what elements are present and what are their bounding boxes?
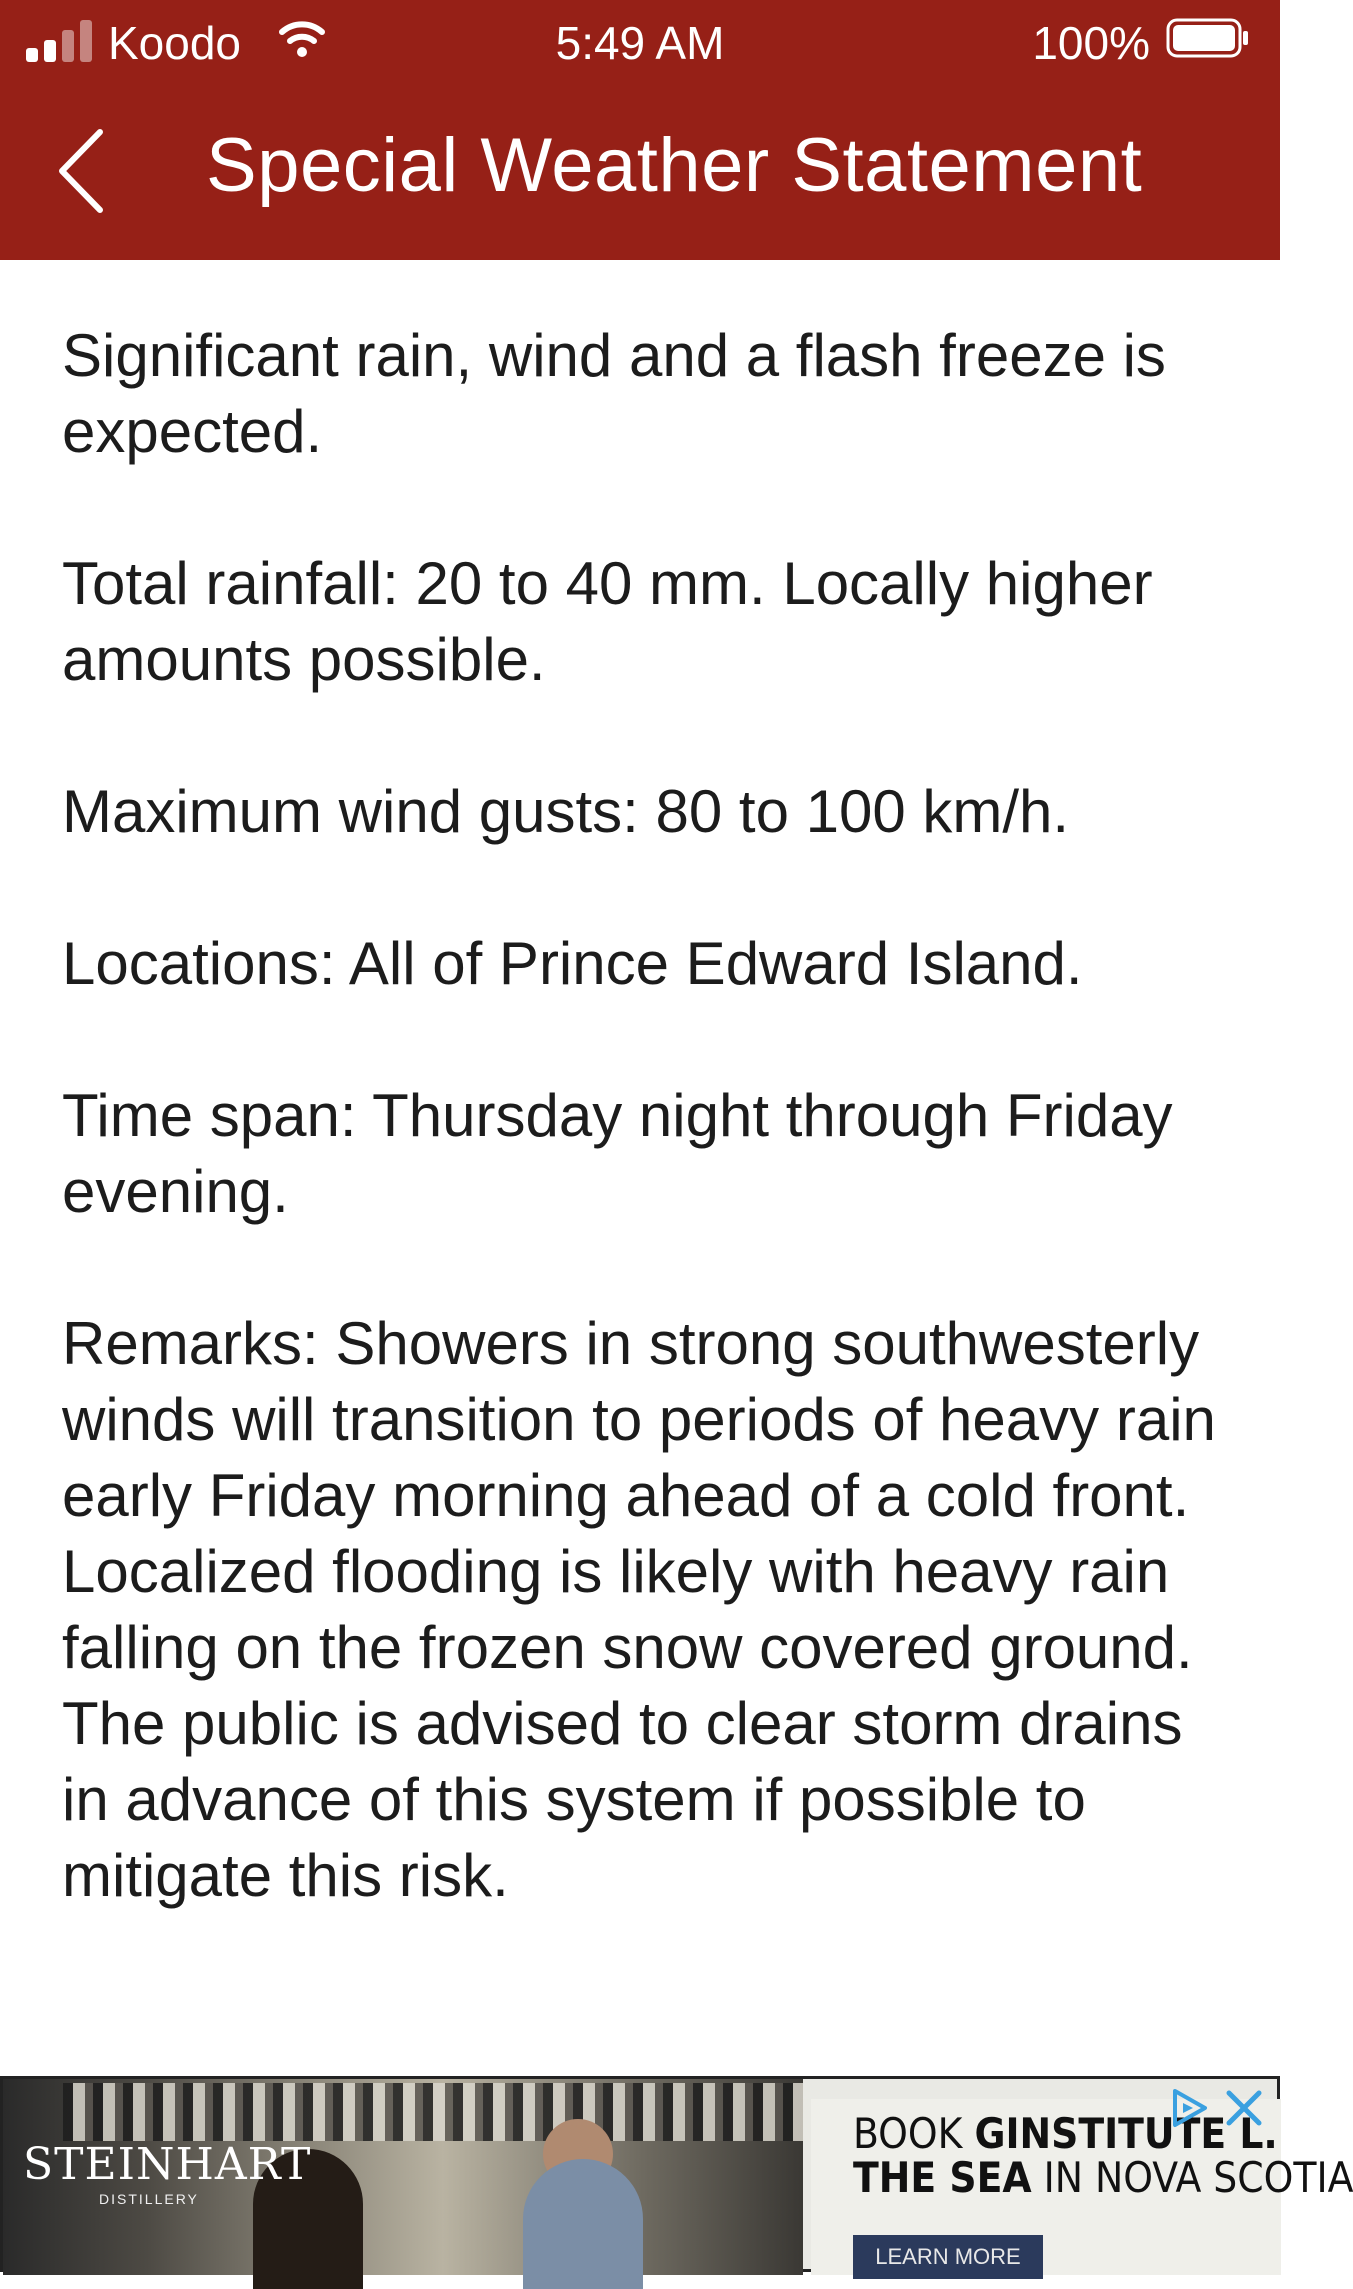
statement-locations: Locations: All of Prince Edward Island. xyxy=(62,930,1083,997)
statement-summary: Significant rain, wind and a flash freeze is expected. xyxy=(62,322,1166,465)
close-icon[interactable] xyxy=(1221,2085,1267,2131)
carrier-name: Koodo xyxy=(108,17,242,69)
status-bar xyxy=(0,0,1280,84)
ad-brand-name: STEINHART xyxy=(23,2139,312,2190)
banner-ad[interactable] xyxy=(0,2076,1353,2272)
battery-percent: 100% xyxy=(1032,17,1150,69)
ad-brand-subtitle: DISTILLERY xyxy=(99,2191,199,2207)
adchoices-icon[interactable] xyxy=(1165,2085,1211,2131)
app-header xyxy=(0,0,1280,260)
ad-person xyxy=(523,2159,643,2289)
statement-time-span: Time span: Thursday night through Friday evening. xyxy=(62,1082,1173,1225)
battery-icon xyxy=(1166,18,1250,58)
ad-photo[interactable] xyxy=(3,2079,803,2275)
statement-body xyxy=(62,318,1222,1990)
ad-headline-line2: THE SEA IN NOVA SCOTIA xyxy=(853,2153,1353,2202)
page-title: Special Weather Statement xyxy=(206,123,1143,208)
statement-wind-gusts: Maximum wind gusts: 80 to 100 km/h. xyxy=(62,778,1070,845)
navigation-bar xyxy=(0,84,1280,260)
statement-remarks: Remarks: Showers in strong southwesterly winds will transition to periods of heavy rain early Friday morning ahead of a cold front. Localized flooding is likely with heavy rain falling on the frozen snow covered ground. The public is advised to clear storm drains in advance of this system if possible to mitigate this risk. xyxy=(62,1310,1216,1909)
chevron-left-icon[interactable] xyxy=(52,126,112,216)
ad-bottle-shelf xyxy=(63,2083,803,2141)
statement-rainfall: Total rainfall: 20 to 40 mm. Locally higher amounts possible. xyxy=(62,550,1153,693)
ad-headline-line1: BOOK GINSTITUTE L. xyxy=(853,2109,1278,2158)
ad-learn-more-button[interactable]: LEARN MORE xyxy=(853,2235,1043,2279)
status-time: 5:49 AM xyxy=(555,17,725,69)
